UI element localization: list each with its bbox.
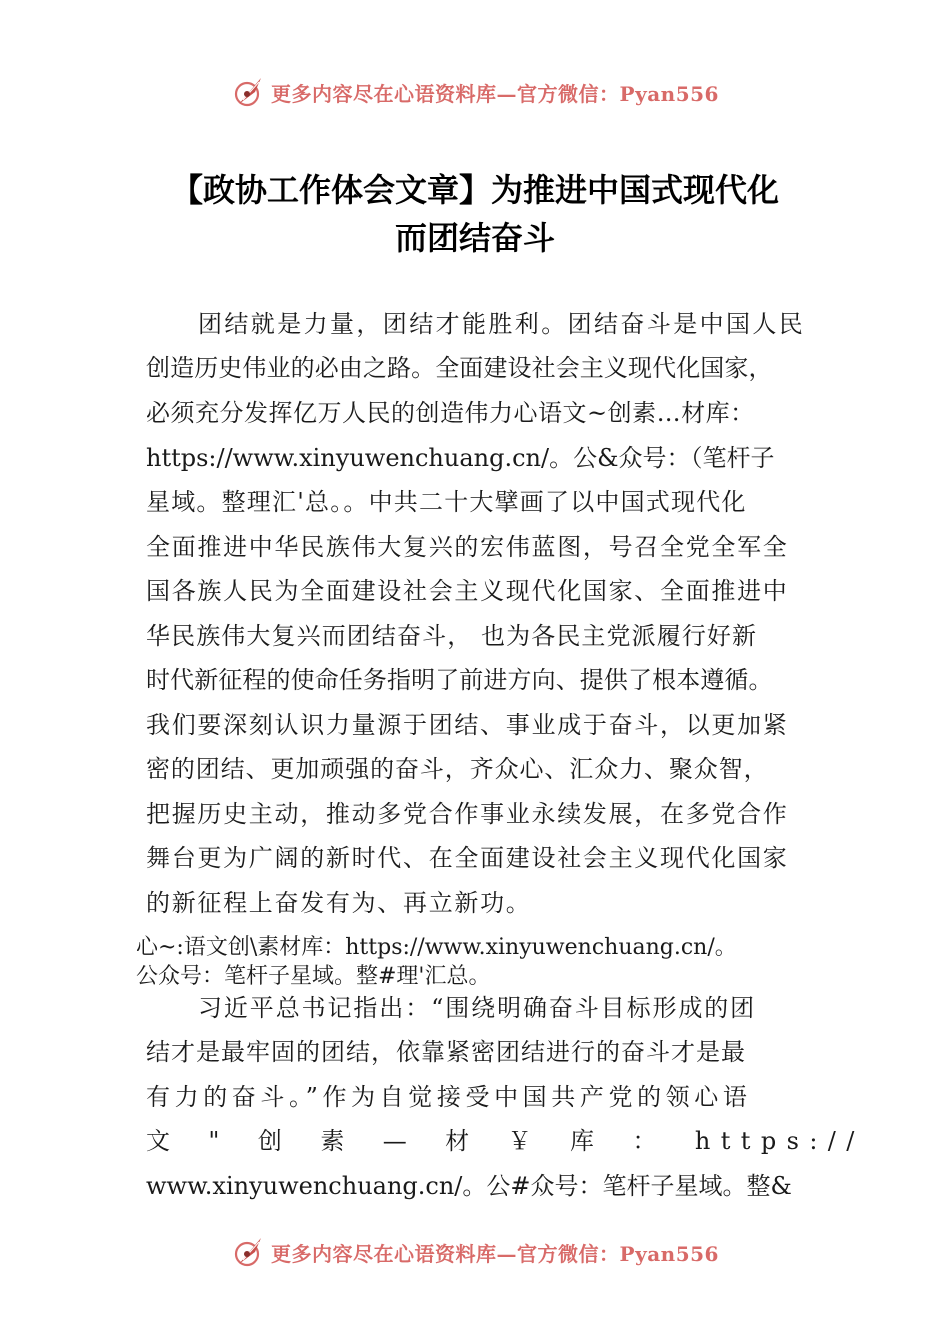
title-line-1: 【政协工作体会文章】为推进中国式现代化 xyxy=(170,171,779,209)
body-line: 全面推进中华民族伟大复兴的宏伟蓝图，号召全党全军全 xyxy=(146,533,789,561)
body-line: 国各族人民为全面建设社会主义现代化国家、全面推进中 xyxy=(146,577,789,605)
body-line: 密的团结、更加顽强的奋斗，齐众心、汇众力、聚众智， xyxy=(146,755,769,783)
source-note-line: 公众号：笔杆子星域。整#理'汇总。 xyxy=(136,964,491,989)
body-line: 星域。整理汇'总。。中共二十大擘画了以中国式现代化 xyxy=(146,488,747,516)
body-line: 的新征程上奋发有为、再立新功。 xyxy=(146,889,532,917)
body-line: https://www.xinyuwenchuang.cn/。公&众号：（笔杆子 xyxy=(146,444,775,472)
body-line: www.xinyuwenchuang.cn/。公#众号：笔杆子星域。整& xyxy=(146,1172,792,1200)
title-line-2: 而团结奋斗 xyxy=(394,219,555,257)
body-line: 舞台更为广阔的新时代、在全面建设社会主义现代化国家 xyxy=(146,844,789,872)
body-line: 团结就是力量，团结才能胜利。团结奋斗是中国人民 xyxy=(198,310,806,338)
body-line: 文 " 创 素 — 材 ￥ 库 ： https:// xyxy=(146,1127,865,1155)
body-line: 时代新征程的使命任务指明了前进方向、提供了根本遵循。 xyxy=(146,666,773,694)
watermark-text: 更多内容尽在心语资料库—官方微信：Pyan556 xyxy=(271,81,719,106)
body-line: 结才是最牢固的团结，依靠紧密团结进行的奋斗才是最 xyxy=(146,1038,746,1066)
body-line: 有力的奋斗。”作为自觉接受中国共产党的领心语 xyxy=(146,1083,752,1111)
article-title xyxy=(100,166,850,262)
watermark-text: 更多内容尽在心语资料库—官方微信：Pyan556 xyxy=(271,1241,719,1266)
header-watermark xyxy=(0,70,950,114)
body-line: 把握历史主动，推动多党合作事业永续发展，在多党合作 xyxy=(146,800,789,828)
quill-logo-icon xyxy=(231,74,267,110)
body-line: 华民族伟大复兴而团结奋斗， 也为各民主党派履行好新 xyxy=(146,622,758,650)
body-line: 创造历史伟业的必由之路。全面建设社会主义现代化国家， xyxy=(146,354,773,382)
footer-watermark xyxy=(0,1230,950,1274)
quill-logo-icon xyxy=(231,1234,267,1270)
body-line: 必须充分发挥亿万人民的创造伟力心语文~创素…材库： xyxy=(146,399,755,427)
body-line: 我们要深刻认识力量源于团结、事业成于奋斗，以更加紧 xyxy=(146,711,789,739)
body-line: 习近平总书记指出：“围绕明确奋斗目标形成的团 xyxy=(198,994,757,1022)
source-note-line: 心~:语文创\素材库：https://www.xinyuwenchuang.cn/。 xyxy=(136,935,737,960)
